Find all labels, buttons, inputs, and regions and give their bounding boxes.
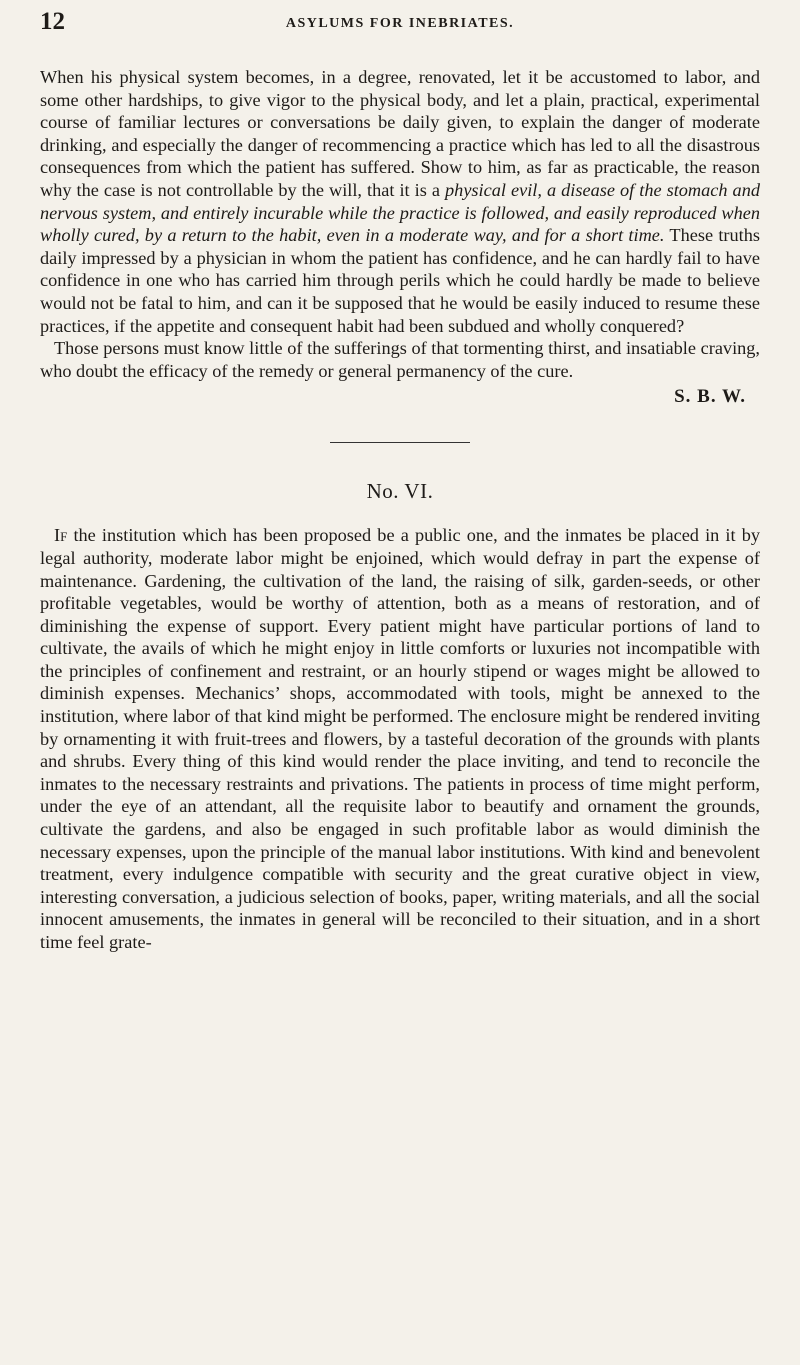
book-page [40, 0, 760, 954]
paragraph-3-text: the institution which has been proposed be a public one, and the inmates be placed in it by legal authority, moderate labor might be enjoined, which would defray in part the expense of maintenance. Gardening, the cultivation of the land, the raising of silk, garden-seeds, or other profitable vegetables, would be worthy of attention, both as a means of restoration, and of diminishing the expense of support. Every patient might have particular portions of land to cultivate, the avails of which he might enjoy in little comforts or luxuries not incompatible with the principles of confinement and restraint, or an hourly stipend or wages might be allowed to diminish expenses. Mechanics’ shops, accommodated with tools, might be annexed to the institution, where labor of that kind might be performed. The enclosure might be rendered inviting by ornamenting it with fruit-trees and flowers, by a tasteful decoration of the grounds with plants and shrubs. Every thing of this kind would render the place inviting, and tend to reconcile the inmates to the necessary restraints and privations. The patients in process of time might perform, under the eye of an attendant, all the requisite labor to beautify and ornament the grounds, cultivate the gardens, and also be engaged in such profitable labor as would diminish the necessary expenses, upon the principle of the manual labor institutions. With kind and benevolent treatment, every indulgence compatible with security and the great curative object in view, interesting conversation, a judicious selection of books, paper, writing materials, and all the social innocent amusements, the inmates in general will be reconciled to their situation, and in a short time feel grate- [40, 525, 760, 952]
paragraph-1 [40, 66, 760, 337]
page-number: 12 [40, 8, 65, 35]
paragraph-2: Those persons must know little of the sufferings of that tormenting thirst, and insatiable craving, who doubt the efficacy of the remedy or general permanency of the cure. [40, 338, 760, 381]
paragraph-1-italic: physical evil, a disease of the stomach and nervous system, and entirely incurable while the practice is followed, and easily reproduced when wholly cured, by a return to the habit, even in a moderate way, and for a short time. [40, 179, 760, 246]
section-divider [330, 442, 470, 443]
paragraph-1-text: When his physical system becomes, in a degree, renovated, let it be accustomed to labor, and some other hardships, to give vigor to the physical body, and let a plain, practical, experimental course of familiar lectures or conversations be daily given, to explain the danger of moderate drinking, and especially the danger of recommencing a practice which has led to all the disastrous consequences from which the patient has suffered. Show to him, as far as practicable, the reason why the case is not controllable by the will, that it is a [40, 67, 760, 200]
signature: S. B. W. [674, 386, 746, 408]
section-title: No. VI. [366, 479, 434, 504]
paragraph-3-first-word: If [54, 525, 68, 546]
paragraph-3 [40, 524, 760, 953]
paragraph-1-after: These truths daily impressed by a physician in whom the patient has confidence, and he can hardly fail to have confidence in one who has carried him through perils which he could hardly be made to believe would not be fatal to him, and can it be supposed that he would be easily induced to resume these practices, if the appetite and consequent habit had been subdued and wholly conquered? [40, 225, 760, 336]
page-header [40, 0, 760, 44]
running-head: ASYLUMS FOR INEBRIATES. [285, 16, 515, 31]
